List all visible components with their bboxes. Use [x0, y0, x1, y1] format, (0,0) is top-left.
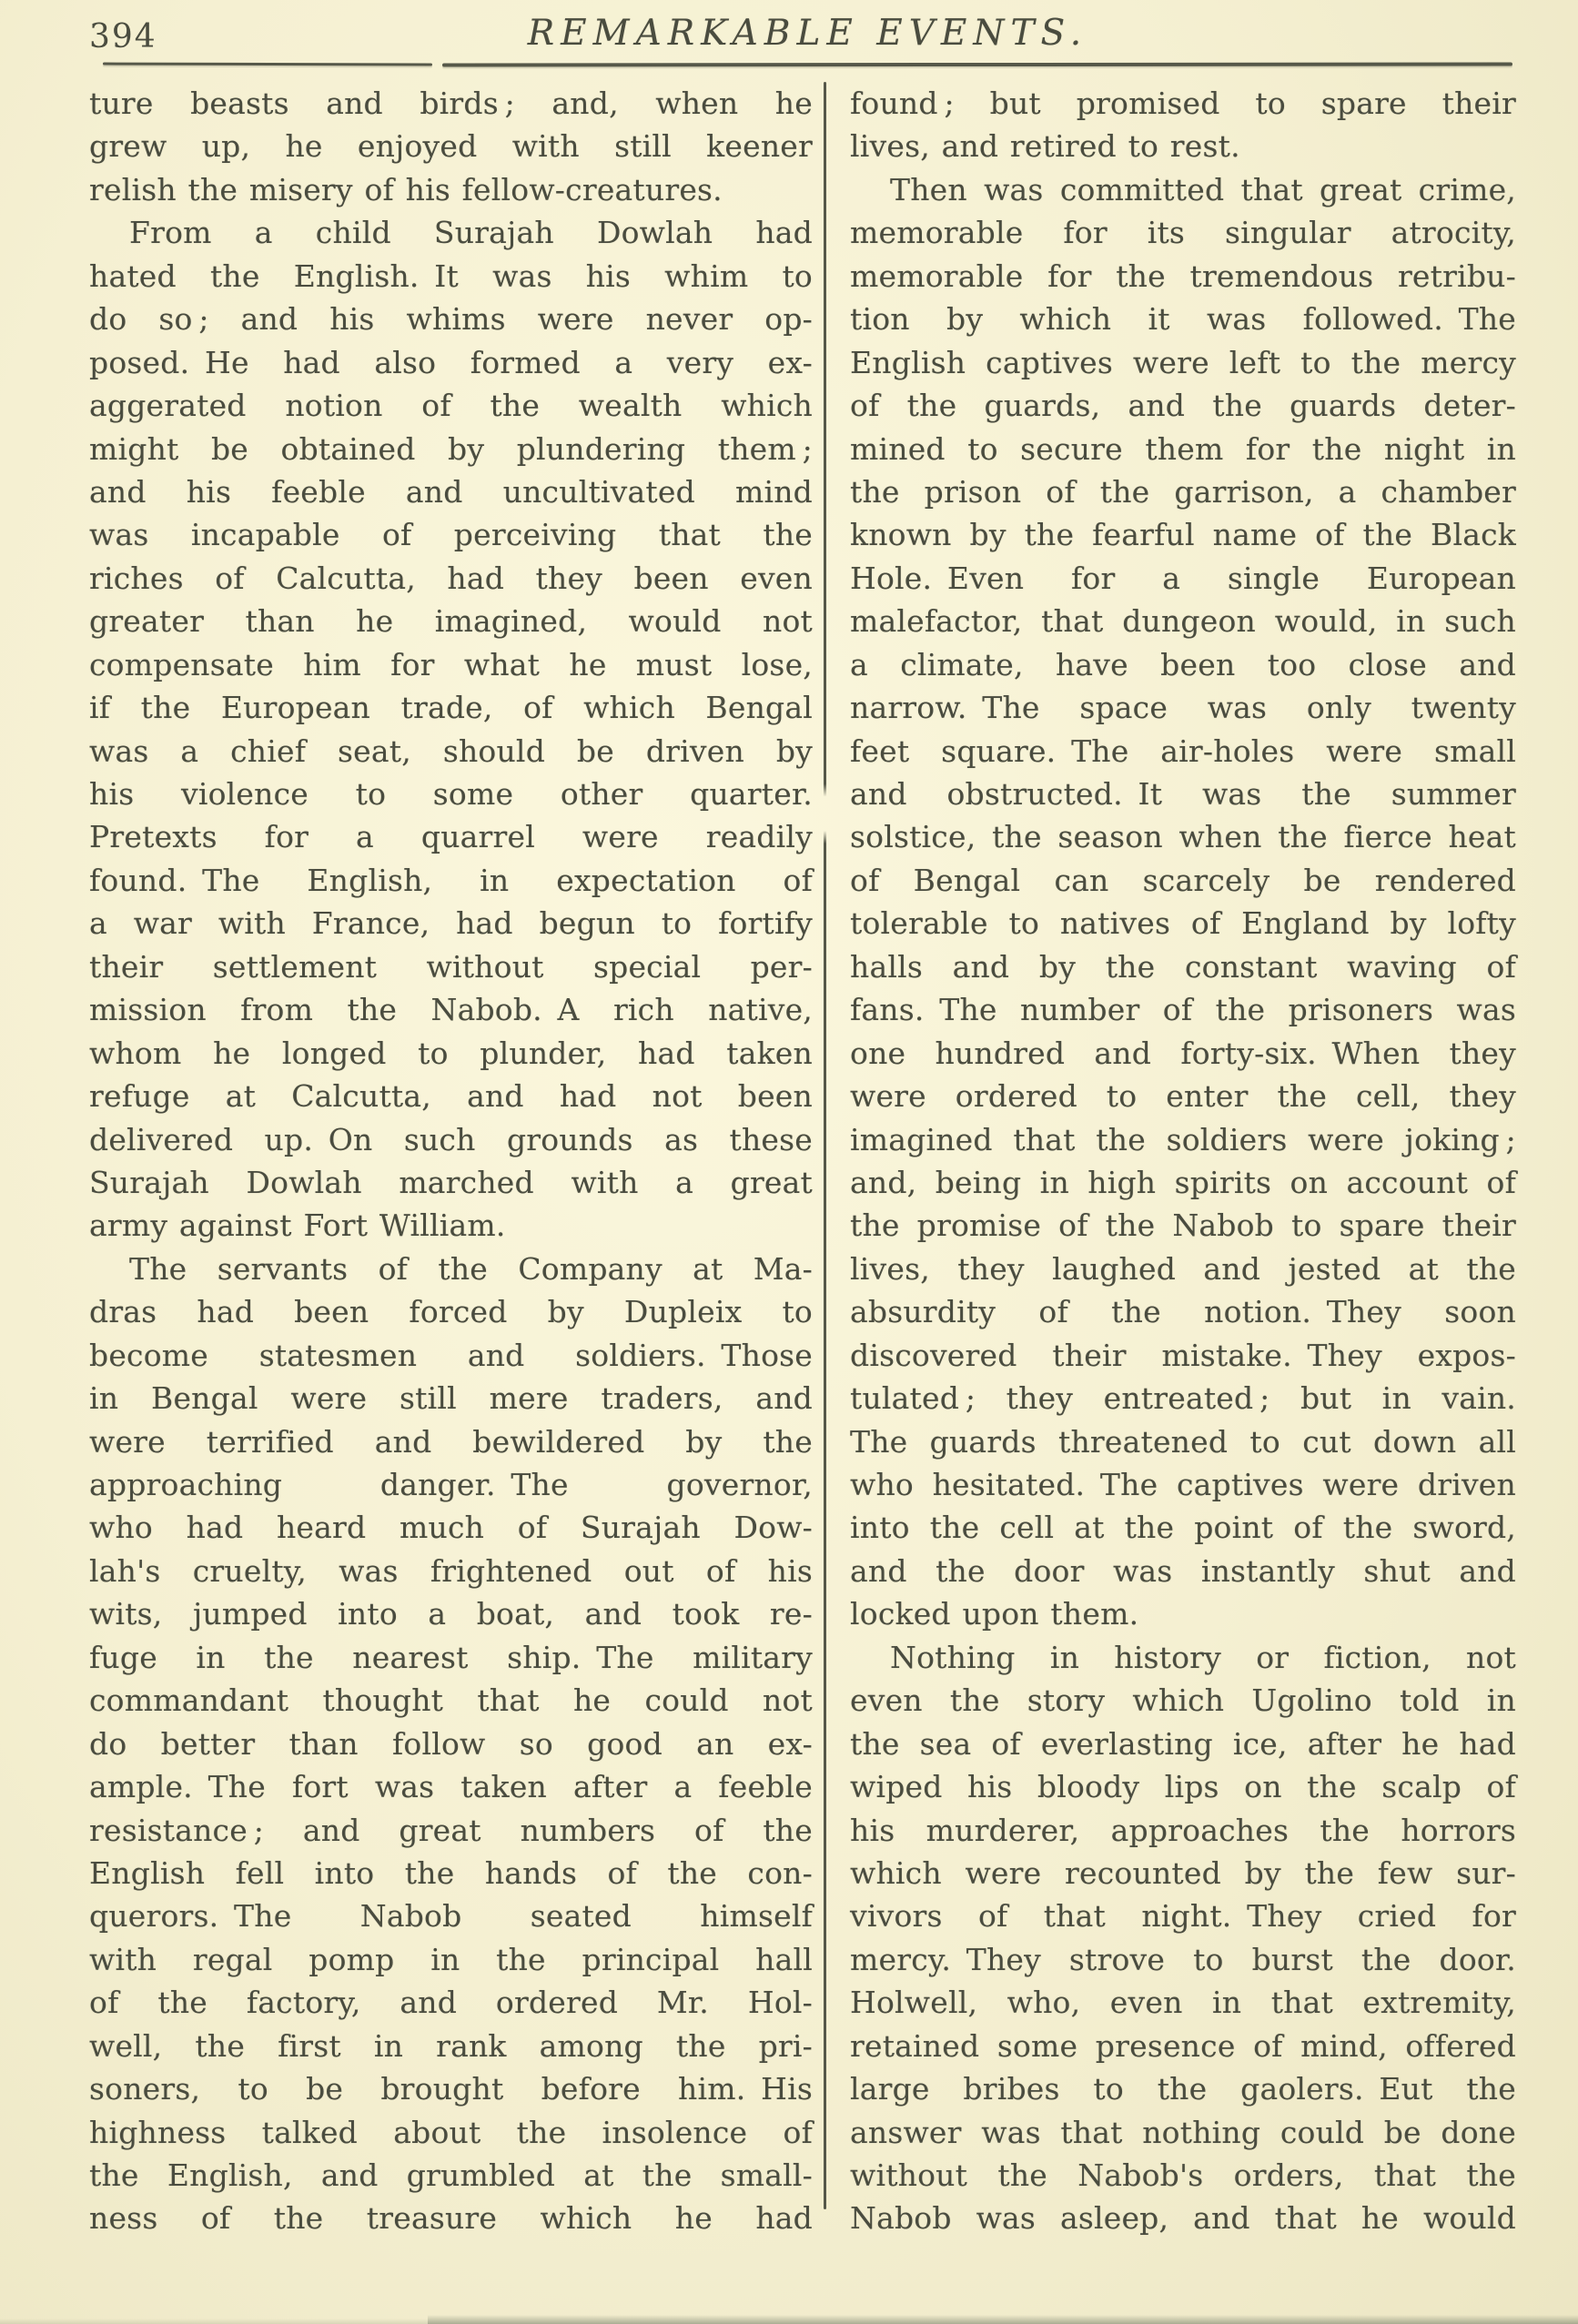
text-line: The guards threatened to cut down all — [850, 1423, 1516, 1460]
text-line: posed. He had also formed a very ex- — [89, 344, 813, 380]
text-line: The servants of the Company at Ma- — [129, 1250, 813, 1287]
text-line: well, the first in rank among the pri- — [89, 2027, 813, 2064]
running-head: REMARKABLE EVENTS. — [527, 13, 1088, 54]
text-line: known by the fearful name of the Black — [850, 517, 1516, 553]
text-line: and his feeble and uncultivated mind — [89, 473, 813, 510]
text-line: memorable for its singular atrocity, — [850, 215, 1516, 251]
text-line: imagined that the soldiers were joking ; — [850, 1121, 1516, 1157]
text-line: was incapable of perceiving that the — [89, 517, 813, 553]
text-line: a climate, have been too close and — [850, 646, 1516, 682]
text-line: do better than follow so good an ex- — [89, 1725, 813, 1762]
text-line: if the European trade, of which Bengal — [89, 690, 813, 726]
text-line: wiped his bloody lips on the scalp of — [850, 1769, 1516, 1805]
text-line: delivered up. On such grounds as these — [89, 1121, 813, 1157]
text-line: become statesmen and soldiers. Those — [89, 1337, 813, 1373]
text-line: army against Fort William. — [89, 1207, 506, 1244]
text-line: who had heard much of Surajah Dow- — [89, 1510, 813, 1546]
text-line: of the factory, and ordered Mr. Hol- — [89, 1985, 813, 2021]
text-line: ness of the treasure which he had — [89, 2200, 813, 2237]
column-divider — [824, 82, 826, 2209]
text-line: who hesitated. The captives were driven — [850, 1467, 1516, 1502]
text-line: fans. The number of the prisoners was — [850, 992, 1516, 1028]
text-line: Then was committed that great crime, — [890, 171, 1516, 207]
text-line: mercy. They strove to burst the door. — [850, 1941, 1516, 1977]
text-line: lives, they laughed and jested at the — [850, 1250, 1516, 1287]
text-line: malefactor, that dungeon would, in such — [850, 603, 1516, 640]
text-line: found. The English, in expectation of — [89, 862, 813, 898]
text-line: greater than he imagined, would not — [89, 603, 813, 640]
left-column — [89, 82, 813, 2240]
text-line: and obstructed. It was the summer — [850, 776, 1516, 812]
text-line: discovered their mistake. They expos- — [850, 1337, 1516, 1373]
text-line: querors. The Nabob seated himself — [89, 1898, 813, 1935]
text-line: lives, and retired to rest. — [850, 128, 1240, 165]
text-line: do so ; and his whims were never op- — [89, 301, 813, 338]
text-line: even the story which Ugolino told in — [850, 1682, 1516, 1719]
text-line: in Bengal were still mere traders, and — [89, 1380, 813, 1417]
text-line: Pretexts for a quarrel were readily — [89, 819, 813, 855]
text-line: lah's cruelty, was frightened out of his — [89, 1552, 813, 1589]
text-line: tulated ; they entreated ; but in vain. — [850, 1380, 1516, 1417]
text-line: the prison of the garrison, a chamber — [850, 473, 1516, 510]
text-line: his murderer, approaches the horrors — [850, 1812, 1516, 1848]
text-line: with regal pomp in the principal hall — [89, 1941, 813, 1977]
text-line: a war with France, had begun to fortify — [89, 905, 813, 942]
text-line: absurdity of the notion. They soon — [850, 1294, 1516, 1330]
text-line: the sea of everlasting ice, after he had — [850, 1725, 1516, 1762]
text-line: compensate him for what he must lose, — [89, 646, 813, 682]
right-column — [850, 82, 1516, 2240]
text-line: locked upon them. — [850, 1596, 1139, 1632]
text-line: vivors of that night. They cried for — [850, 1898, 1516, 1935]
text-line: of Bengal can scarcely be rendered — [850, 862, 1516, 898]
text-line: his violence to some other quarter. — [89, 776, 813, 812]
page-bottom-edge-shadow — [428, 2315, 1578, 2324]
text-line: feet square. The air-holes were small — [850, 733, 1516, 769]
text-line: fuge in the nearest ship. The military — [89, 1639, 813, 1675]
text-line: ample. The fort was taken after a feeble — [89, 1769, 813, 1805]
text-line: without the Nabob's orders, that the — [850, 2157, 1516, 2193]
header-rule-right — [442, 62, 1512, 66]
text-line: were ordered to enter the cell, they — [850, 1078, 1516, 1115]
text-line: answer was that nothing could be done — [850, 2114, 1516, 2150]
text-line: hated the English. It was his whim to — [89, 258, 813, 294]
text-line: of the guards, and the guards deter- — [850, 388, 1516, 424]
text-line: whom he longed to plunder, had taken — [89, 1035, 813, 1071]
text-line: highness talked about the insolence of — [89, 2114, 813, 2150]
text-line: aggerated notion of the wealth which — [89, 388, 813, 424]
text-line: From a child Surajah Dowlah had — [129, 215, 813, 251]
text-line: narrow. The space was only twenty — [850, 690, 1516, 726]
text-line: Surajah Dowlah marched with a great — [89, 1164, 813, 1200]
text-line: retained some presence of mind, offered — [850, 2027, 1516, 2064]
header-rule-left — [103, 63, 432, 66]
text-line: dras had been forced by Dupleix to — [89, 1294, 813, 1330]
text-line: tion by which it was followed. The — [850, 301, 1516, 338]
text-line: found ; but promised to spare their — [850, 86, 1516, 121]
text-line: Holwell, who, even in that extremity, — [850, 1985, 1516, 2021]
text-line: might be obtained by plundering them ; — [89, 430, 813, 467]
text-line: the promise of the Nabob to spare their — [850, 1207, 1516, 1244]
text-line: the English, and grumbled at the small- — [89, 2157, 813, 2193]
text-line: ture beasts and birds ; and, when he — [89, 86, 813, 121]
text-line: solstice, the season when the fierce heat — [850, 819, 1516, 855]
text-line: commandant thought that he could not — [89, 1682, 813, 1719]
text-line: soners, to be brought before him. His — [89, 2071, 813, 2107]
text-line: grew up, he enjoyed with still keener — [89, 128, 813, 165]
text-line: halls and by the constant waving of — [850, 948, 1516, 985]
page-number: 394 — [89, 18, 157, 56]
text-line: into the cell at the point of the sword, — [850, 1510, 1516, 1546]
text-line: was a chief seat, should be driven by — [89, 733, 813, 769]
text-line: refuge at Calcutta, and had not been — [89, 1078, 813, 1115]
text-line: mined to secure them for the night in — [850, 430, 1516, 467]
text-line: approaching danger. The governor, — [89, 1467, 813, 1502]
text-line: and, being in high spirits on account of — [850, 1164, 1516, 1200]
page-bottom-edge-shadow-left — [0, 2319, 428, 2324]
text-line: English captives were left to the mercy — [850, 344, 1516, 380]
text-line: one hundred and forty-six. When they — [850, 1035, 1516, 1071]
text-line: memorable for the tremendous retribu- — [850, 258, 1516, 294]
text-line: Nothing in history or fiction, not — [890, 1639, 1516, 1675]
text-line: mission from the Nabob. A rich native, — [89, 992, 813, 1028]
text-line: their settlement without special per- — [89, 948, 813, 985]
text-line: Nabob was asleep, and that he would — [850, 2200, 1516, 2237]
text-line: riches of Calcutta, had they been even — [89, 560, 813, 596]
text-line: resistance ; and great numbers of the — [89, 1812, 813, 1848]
text-line: Hole. Even for a single European — [850, 560, 1516, 596]
text-line: large bribes to the gaolers. Eut the — [850, 2071, 1516, 2107]
text-line: which were recounted by the few sur- — [850, 1854, 1516, 1891]
text-line: tolerable to natives of England by lofty — [850, 905, 1516, 942]
text-line: wits, jumped into a boat, and took re- — [89, 1596, 813, 1632]
text-line: relish the misery of his fellow-creatures. — [89, 171, 723, 207]
text-line: and the door was instantly shut and — [850, 1552, 1516, 1589]
text-line: were terrified and bewildered by the — [89, 1423, 813, 1460]
text-line: English fell into the hands of the con- — [89, 1854, 813, 1891]
